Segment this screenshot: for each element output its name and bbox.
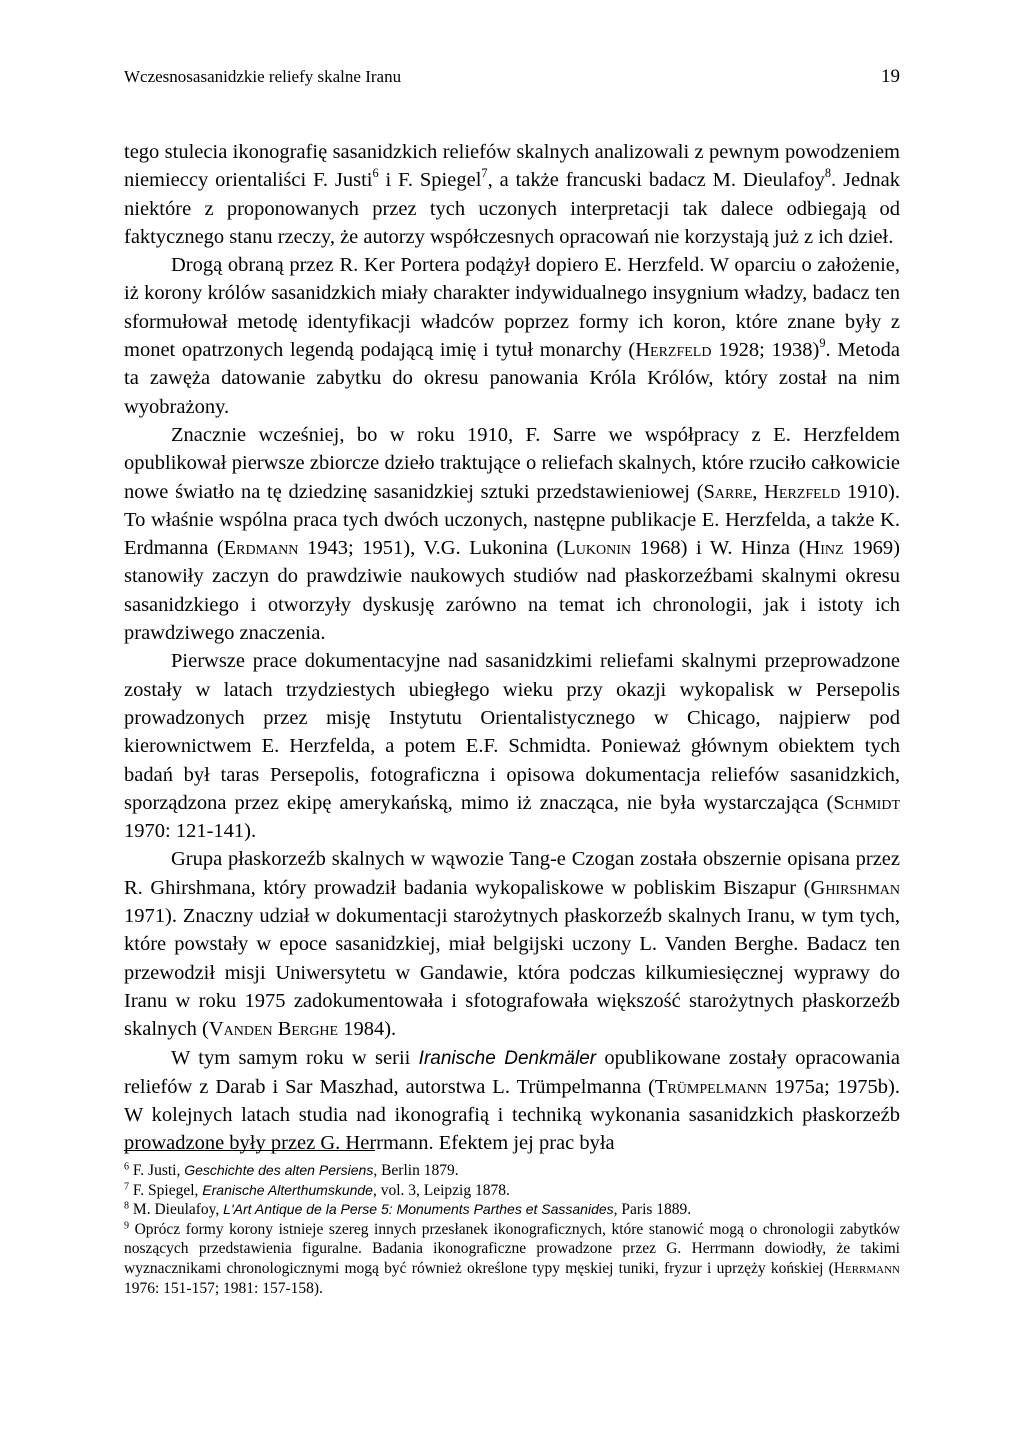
text-run: , a także francuski badacz M. Dieulafoy	[487, 169, 825, 192]
text-run: Oprócz formy korony istnieje szereg innych przesłanek ikonograficznych, które stanowić mogą o chronologii zabytków noszących przedstawienia figuralne. Badania ikonograficzne prowadzone przez G. Herrmann dowiodły, że takimi wyznacznikami chronologicznymi mogą być również określone typy męskiej tuniki, fryzur i uprzęży końskiej (	[124, 1220, 900, 1277]
text-run: 1975a; 1975b). W kolejnych latach studia nad ikonografią i techniką wykonania sasanidzkich płaskorzeźb prowadzone były przez G. Herrmann. Efektem jej prac była	[124, 1075, 901, 1155]
paragraph-3	[124, 421, 900, 647]
text-run: M. Dieulafoy,	[129, 1201, 224, 1219]
text-run: opublikowane zostały opracowania reliefów z Darab i Sar Maszhad, autorstwa L. Trümpelmanna (	[124, 1046, 900, 1098]
text-run: 1971). Znaczny udział w dokumentacji starożytnych płaskorzeźb skalnych Iranu, w tym tych, które powstały w epoce sasanidzkiej, miał belgijski uczony L. Vanden Berghe. Badacz ten przewodził misji Uniwersytetu w Gandawie, która podczas kilkumiesięcznej wyprawy do Iranu w roku 1975 zadokumentowała i sfotografowała większość starożytnych płaskorzeźb skalnych (	[124, 905, 900, 1041]
series-title: Iranische Denkmäler	[418, 1047, 597, 1069]
citation-author: Hinz	[805, 537, 844, 560]
text-run: 1910). To właśnie wspólna praca tych dwóch uczonych, następne publikacje E. Herzfelda, a także K. Erdmanna (	[124, 480, 900, 560]
main-text	[124, 138, 900, 1158]
text-run: F. Justi,	[129, 1162, 185, 1179]
text-run: Drogą obraną przez R. Ker Portera podążył dopiero E. Herzfeld. W oparciu o założenie, iż korony królów sasanidzkich miały charakter indywidualnego insygnium władzy, badacz ten sformułował metodę identyfikacji władców poprzez formy ich koron, które znane były z monet opatrzonych legendą podającą imię i tytuł monarchy (	[124, 254, 900, 362]
text-run: tego stulecia ikonografię sasanidzkich reliefów skalnych analizowali z pewnym powodzeniem niemieccy orientaliści F. Justi	[124, 141, 900, 192]
paragraph-1	[124, 138, 900, 251]
text-run: 1968) i W. Hinza (	[630, 537, 806, 560]
paragraph-5	[124, 845, 900, 1043]
footnote-number: 6	[124, 1161, 130, 1173]
text-run: W tym samym roku w serii	[171, 1046, 419, 1069]
footnote-number: 9	[124, 1220, 130, 1232]
citation-author: Trümpelmann	[654, 1075, 768, 1098]
text-run: Pierwsze prace dokumentacyjne nad sasanidzkimi reliefami skalnymi przeprowadzone zostały w latach trzydziestych ubiegłego wieku przy okazji wykopalisk w Persepolis prowadzonych przez misję Instytutu Orientalistycznego w Chicago, najpierw pod kierownictwem E. Herzfelda, a potem E.F. Schmidta. Ponieważ głównym obiektem tych badań był taras Persepolis, fotograficzna i opisowa dokumentacja reliefów sasanidzkich, sporządzona przez ekipę amerykańską, mimo iż znacząca, nie była wystarczająca (	[124, 650, 900, 814]
text-run: 1969) stanowiły zaczyn do prawdziwie naukowych studiów nad płaskorzeźbami skalnymi okresu sasanidzkiego i otworzyły dyskusję zarówno na temat ich chronologii, jak i istoty ich prawdziwego znaczenia.	[124, 537, 900, 645]
citation-author: Herrmann	[833, 1259, 900, 1277]
footnote-number: 7	[124, 1181, 130, 1193]
citation-author: Sarre, Herzfeld	[703, 480, 841, 503]
text-run: , Paris 1889.	[613, 1201, 692, 1219]
footnote-6	[124, 1161, 900, 1181]
text-run: 1943; 1951), V.G. Lukonina (	[298, 537, 564, 560]
text-run: Grupa płaskorzeźb skalnych w wąwozie Tang-e Czogan została obszernie opisana przez R. Ghirshmana, który prowadził badania wykopaliskowe w pobliskim Biszapur (	[124, 848, 900, 899]
footnote-8	[124, 1200, 900, 1220]
text-run: Znacznie wcześniej, bo w roku 1910, F. Sarre we współpracy z E. Herzfeldem opublikował pierwsze zbiorcze dzieło traktujące o reliefach skalnych, które rzuciło całkowicie nowe światło na tę dziedzinę sasanidzkiej sztuki przedstawieniowej (	[124, 423, 900, 503]
paragraph-4	[124, 647, 900, 845]
citation-author: Lukonin	[563, 537, 631, 560]
text-run: 1970: 121-141).	[124, 820, 257, 843]
text-run: 1984).	[338, 1018, 397, 1041]
book-title: Geschichte des alten Persiens	[184, 1162, 374, 1178]
text-run: , vol. 3, Leipzig 1878.	[372, 1181, 510, 1199]
footnotes	[124, 1161, 900, 1298]
text-run: F. Spiegel,	[129, 1181, 203, 1199]
citation-author: Erdmann	[223, 537, 299, 560]
footnote-number: 8	[124, 1200, 130, 1212]
running-title: Wczesnosasanidzkie reliefy skalne Iranu	[124, 67, 402, 86]
paragraph-2	[124, 251, 900, 421]
citation-author: Schmidt	[833, 791, 900, 814]
footnote-7	[124, 1181, 900, 1201]
text-run: , Berlin 1879.	[373, 1162, 459, 1179]
text-run: 1928; 1938)	[711, 339, 820, 362]
text-run: 1976: 151-157; 1981: 157-158).	[124, 1279, 323, 1297]
footnote-ref-8: 8	[824, 166, 832, 181]
footnote-ref-6: 6	[372, 166, 379, 181]
paragraph-6	[124, 1044, 900, 1158]
text-run: . Jednak niektóre z proponowanych przez tych uczonych interpretacji tak dalece odbiegają od faktycznego stanu rzeczy, że autorzy współczesnych opracowań nie korzystają już z ich dzieł.	[124, 169, 900, 248]
citation-author: Vanden Berghe	[208, 1018, 339, 1041]
book-title: L'Art Antique de la Perse 5: Monuments Parthes et Sassanides	[223, 1201, 614, 1218]
page-number: 19	[881, 66, 900, 87]
footnote-9	[124, 1220, 900, 1298]
text-run: . Metoda ta zawęża datowanie zabytku do okresu panowania Króla Królów, który został na nim wyobrażony.	[124, 339, 900, 418]
footnote-ref-7: 7	[481, 166, 488, 181]
footnote-ref-9: 9	[819, 335, 826, 350]
footnote-separator	[124, 1150, 375, 1151]
book-title: Eranische Alterthumskunde	[202, 1181, 373, 1198]
citation-author: Ghirshman	[810, 876, 900, 899]
text-run: i F. Spiegel	[378, 169, 482, 192]
citation-author: Herzfeld	[635, 339, 712, 362]
